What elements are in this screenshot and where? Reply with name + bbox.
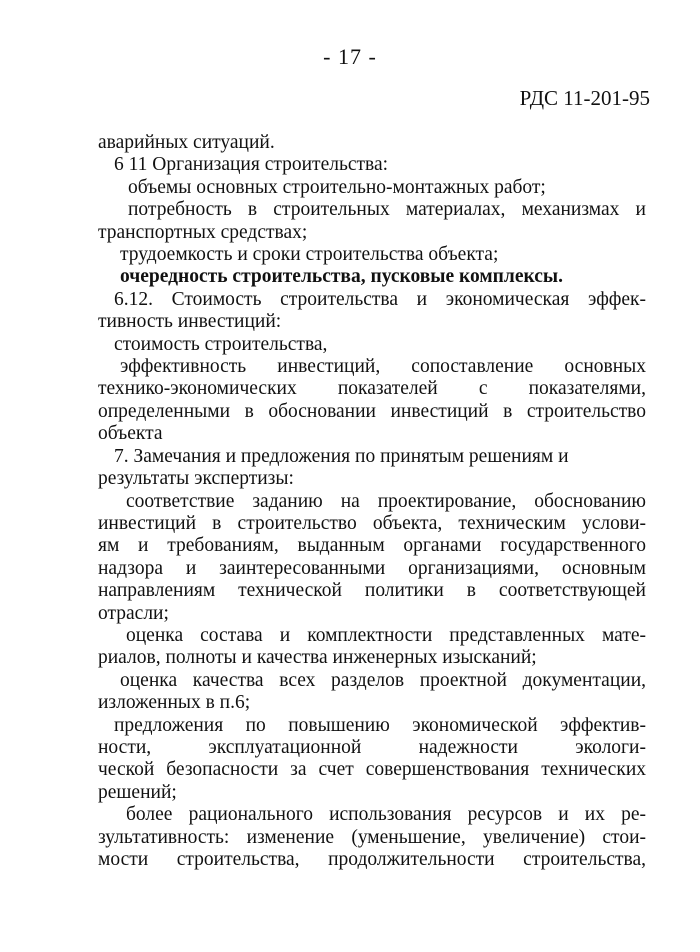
text-line: транспортных средствах;: [98, 221, 308, 243]
text-line: трудоемкость и сроки строительства объекта;: [120, 244, 499, 266]
text-line: эффективность инвестиций, сопоставление основных: [120, 356, 646, 378]
text-line: потребность в строительных материалах, механизмах и: [128, 199, 646, 221]
text-line: надзора и заинтересованными организациями, основным: [98, 557, 646, 579]
text-line: изложенных в п.6;: [98, 692, 251, 714]
text-line: 6.12. Стоимость строительства и экономическая эффек-: [114, 288, 646, 310]
text-line: аварийных ситуаций.: [98, 132, 275, 153]
text-line: тивность инвестиций:: [98, 311, 282, 333]
text-line: ческой безопасности за счет совершенствования технических: [98, 759, 646, 781]
text-line: решений;: [98, 781, 177, 803]
text-line: ям и требованиям, выданным органами государственного: [98, 535, 646, 557]
text-line: очередность строительства, пусковые комплексы.: [120, 266, 564, 288]
text-line: направлениям технической политики в соответствующей: [98, 580, 646, 602]
page-number: - 17 -: [323, 44, 377, 69]
text-line: зультативность: изменение (уменьшение, увеличение) стои-: [98, 826, 646, 848]
text-line: предложения по повышению экономической эффектив-: [114, 714, 646, 736]
document-code: РДС 11-201-95: [519, 86, 650, 110]
text-line: объекта: [98, 423, 163, 445]
text-line: стоимость строительства,: [114, 333, 328, 355]
text-line: более рационального использования ресурсов и их ре-: [126, 804, 646, 826]
text-line: 6 11 Организация строительства:: [114, 154, 389, 176]
text-line: технико-экономических показателей с показателями,: [98, 378, 646, 400]
text-line: объемы основных строительно-монтажных работ;: [128, 176, 546, 198]
text-line: определенными в обосновании инвестиций в строительство: [98, 400, 646, 422]
text-line: мости строительства, продолжительности строительства,: [98, 849, 646, 870]
text-line: риалов, полноты и качества инженерных изысканий;: [98, 647, 537, 669]
text-line: инвестиций в строительство объекта, техническим услови-: [98, 512, 646, 534]
text-line: ности, эксплуатационной надежности экологи-: [98, 736, 646, 758]
text-line: 7. Замечания и предложения по принятым решениям и: [114, 445, 569, 467]
text-line: оценка качества всех разделов проектной документации,: [120, 669, 646, 691]
text-line: оценка состава и комплектности представленных мате-: [126, 624, 646, 646]
text-line: соответствие заданию на проектирование, обоснованию: [126, 490, 646, 512]
body-text: [98, 132, 646, 871]
text-line: отрасли;: [98, 602, 169, 624]
text-line: результаты экспертизы:: [98, 468, 294, 490]
